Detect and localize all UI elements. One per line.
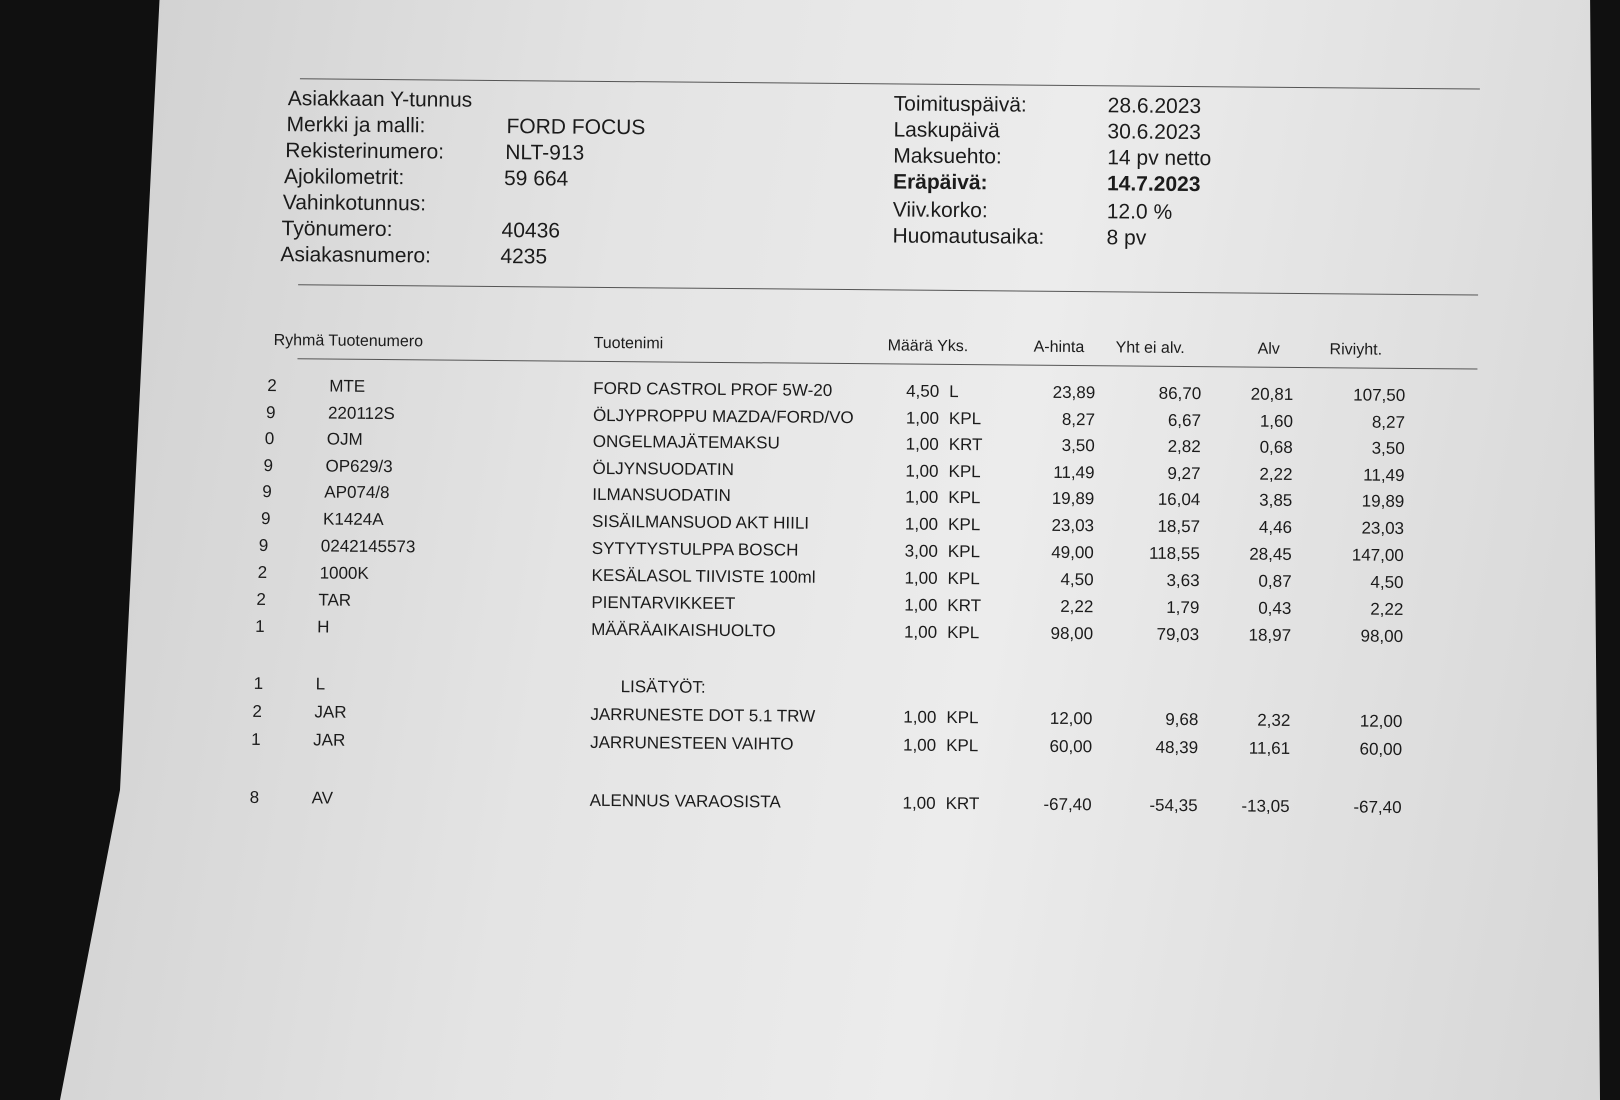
item-row-total: 12,00 <box>1294 709 1402 734</box>
item-total-ex-vat: 118,55 <box>1096 541 1200 566</box>
header-label: Työnumero: <box>281 216 392 243</box>
item-name: MÄÄRÄAIKAISHUOLTO <box>591 618 891 645</box>
item-code: OJM <box>327 428 527 454</box>
item-unit-price: 23,89 <box>1007 380 1095 405</box>
header-value: 12.0 % <box>1107 199 1173 226</box>
item-row-total <box>1295 681 1403 682</box>
item-group: 0 <box>265 427 285 451</box>
item-group: 9 <box>262 480 282 504</box>
item-unit-price: 60,00 <box>1004 734 1092 759</box>
header-label: Huomautusaika: <box>892 223 1044 250</box>
item-total-ex-vat: 3,63 <box>1095 568 1199 593</box>
item-quantity: 1,00 <box>865 566 937 591</box>
col-total-ex-vat: Yht ei alv. <box>1116 339 1185 358</box>
item-vat: 2,22 <box>1200 462 1292 487</box>
header-value: 59 664 <box>504 166 568 193</box>
item-unit: KPL <box>949 407 1009 432</box>
item-group: 1 <box>251 728 271 752</box>
item-code: AP074/8 <box>324 480 524 506</box>
item-quantity: 1,00 <box>866 485 938 510</box>
item-total-ex-vat: 79,03 <box>1095 622 1199 647</box>
column-header-rule <box>297 358 1477 369</box>
invoice-sheet <box>263 70 1490 861</box>
header-label: Eräpäivä: <box>893 169 988 196</box>
item-group: 9 <box>259 534 279 558</box>
item-quantity: 1,00 <box>865 620 937 645</box>
item-unit-price <box>1005 678 1093 679</box>
item-vat: 1,60 <box>1201 409 1293 434</box>
item-unit-price: 23,03 <box>1006 513 1094 538</box>
item-total-ex-vat: 1,79 <box>1095 595 1199 620</box>
item-unit-price: 11,49 <box>1006 460 1094 485</box>
item-name: FORD CASTROL PROF 5W-20 <box>593 377 893 404</box>
item-unit <box>947 678 1007 679</box>
item-code: 1000K <box>320 561 520 587</box>
col-row-total: Riviyht. <box>1330 341 1383 359</box>
item-code: K1424A <box>323 507 523 533</box>
item-group: 2 <box>267 374 287 398</box>
item-code: 0242145573 <box>321 534 521 560</box>
item-total-ex-vat: 9,68 <box>1094 707 1198 732</box>
item-unit: KRT <box>949 433 1009 458</box>
item-vat <box>1199 680 1291 681</box>
item-quantity: 1,00 <box>866 512 938 537</box>
item-quantity: 1,00 <box>865 593 937 618</box>
header-value: 40436 <box>501 218 560 245</box>
item-code: AV <box>312 786 512 812</box>
item-unit: KRT <box>946 792 1006 817</box>
item-code: L <box>316 672 516 698</box>
item-total-ex-vat: -54,35 <box>1094 793 1198 818</box>
item-name: JARRUNESTE DOT 5.1 TRW <box>590 703 890 730</box>
item-name: JARRUNESTEEN VAIHTO <box>590 731 890 758</box>
item-quantity: 1,00 <box>864 705 936 730</box>
item-vat: 2,32 <box>1198 708 1290 733</box>
top-rule <box>300 78 1480 89</box>
item-name: PIENTARVIKKEET <box>591 591 891 618</box>
header-value: 30.6.2023 <box>1107 119 1201 146</box>
item-row-total: 3,50 <box>1297 436 1405 461</box>
col-product-name: Tuotenimi <box>594 335 664 354</box>
item-vat: 4,46 <box>1200 515 1292 540</box>
item-unit: KPL <box>948 460 1008 485</box>
item-name: KESÄLASOL TIIVISTE 100ml <box>591 564 891 591</box>
item-code: H <box>317 615 517 641</box>
item-name: LISÄTYÖT: <box>621 675 921 702</box>
table-row <box>264 728 1484 763</box>
header-label: Rekisterinumero: <box>285 138 444 165</box>
item-row-total: 2,22 <box>1295 597 1403 622</box>
item-row-total: 98,00 <box>1295 624 1403 649</box>
item-row-total: 60,00 <box>1294 737 1402 762</box>
item-code: OP629/3 <box>325 455 525 481</box>
item-unit: KPL <box>948 513 1008 538</box>
item-unit: KPL <box>948 540 1008 565</box>
col-vat: Alv <box>1258 341 1280 359</box>
item-unit: KRT <box>947 594 1007 619</box>
item-unit: KPL <box>946 734 1006 759</box>
item-total-ex-vat: 6,67 <box>1097 408 1201 433</box>
item-vat: 3,85 <box>1200 488 1292 513</box>
item-code: MTE <box>329 375 529 401</box>
item-code: JAR <box>314 700 514 726</box>
item-vat: 0,43 <box>1199 596 1291 621</box>
col-quantity-unit: Määrä Yks. <box>888 337 969 356</box>
header-value: 4235 <box>500 244 547 270</box>
item-group: 9 <box>261 507 281 531</box>
item-quantity: 4,50 <box>867 379 939 404</box>
item-unit: KPL <box>947 621 1007 646</box>
item-quantity: 1,00 <box>867 406 939 431</box>
item-unit-price: 2,22 <box>1005 594 1093 619</box>
header-label: Merkki ja malli: <box>286 112 425 139</box>
item-unit-price: 49,00 <box>1006 540 1094 565</box>
item-unit-price: 19,89 <box>1006 486 1094 511</box>
item-row-total: 147,00 <box>1296 543 1404 568</box>
item-unit-price: 12,00 <box>1004 706 1092 731</box>
header-label: Maksuehto: <box>893 143 1002 170</box>
item-quantity: 1,00 <box>866 459 938 484</box>
item-vat: 0,87 <box>1199 569 1291 594</box>
header-label: Toimituspäivä: <box>894 91 1027 118</box>
item-unit-price: 98,00 <box>1005 621 1093 646</box>
item-name: ALENNUS VARAOSISTA <box>590 789 890 816</box>
header-value: 28.6.2023 <box>1108 93 1202 120</box>
header-label: Viiv.korko: <box>893 197 988 224</box>
item-name: ÖLJYNSUODATIN <box>592 457 892 484</box>
item-vat: 20,81 <box>1201 382 1293 407</box>
col-group-product-no: Ryhmä Tuotenumero <box>274 332 424 351</box>
item-group: 2 <box>256 588 276 612</box>
item-group: 8 <box>250 786 270 810</box>
item-vat: 18,97 <box>1199 623 1291 648</box>
item-unit: KPL <box>947 567 1007 592</box>
item-vat: 28,45 <box>1200 542 1292 567</box>
item-quantity: 3,00 <box>866 539 938 564</box>
item-unit-price: 4,50 <box>1005 567 1093 592</box>
header-bottom-rule <box>298 284 1478 295</box>
item-code: 220112S <box>328 402 528 428</box>
col-unit-price: A-hinta <box>1034 339 1085 357</box>
header-label: Asiakasnumero: <box>280 242 431 269</box>
item-group: 2 <box>258 561 278 585</box>
item-total-ex-vat: 16,04 <box>1096 487 1200 512</box>
item-quantity: 1,00 <box>864 733 936 758</box>
item-group: 9 <box>263 454 283 478</box>
item-group: 9 <box>266 401 286 425</box>
header-label: Asiakkaan Y-tunnus <box>288 86 473 114</box>
item-row-total: 11,49 <box>1296 463 1404 488</box>
header-value: 14 pv netto <box>1107 145 1211 172</box>
item-code: JAR <box>313 728 513 754</box>
item-quantity: 1,00 <box>864 791 936 816</box>
item-vat: 11,61 <box>1198 736 1290 761</box>
item-total-ex-vat: 86,70 <box>1097 381 1201 406</box>
item-unit: KPL <box>948 486 1008 511</box>
item-unit-price: -67,40 <box>1004 792 1092 817</box>
header-value: 14.7.2023 <box>1107 171 1201 198</box>
item-unit: KPL <box>946 706 1006 731</box>
header-label: Ajokilometrit: <box>284 164 404 191</box>
item-total-ex-vat: 48,39 <box>1094 735 1198 760</box>
item-row-total: 4,50 <box>1295 570 1403 595</box>
header-value: NLT-913 <box>505 140 584 167</box>
item-name: SISÄILMANSUOD AKT HIILI <box>592 510 892 537</box>
table-row <box>264 786 1484 821</box>
item-total-ex-vat: 2,82 <box>1097 434 1201 459</box>
item-code: TAR <box>318 588 518 614</box>
item-row-total: 8,27 <box>1297 410 1405 435</box>
item-total-ex-vat: 9,27 <box>1096 461 1200 486</box>
item-group: 1 <box>255 615 275 639</box>
item-total-ex-vat <box>1095 679 1199 680</box>
item-name: ILMANSUODATIN <box>592 483 892 510</box>
header-value: 8 pv <box>1106 225 1146 251</box>
item-name: ÖLJYPROPPU MAZDA/FORD/VO <box>593 404 893 431</box>
item-total-ex-vat: 18,57 <box>1096 514 1200 539</box>
header-label: Laskupäivä <box>893 117 999 144</box>
header-label: Vahinkotunnus: <box>283 190 426 217</box>
item-row-total: 23,03 <box>1296 516 1404 541</box>
item-quantity: 1,00 <box>867 432 939 457</box>
item-row-total: 19,89 <box>1296 489 1404 514</box>
item-unit-price: 3,50 <box>1007 433 1095 458</box>
item-unit: L <box>949 380 1009 405</box>
item-group: 1 <box>254 672 274 696</box>
item-row-total: -67,40 <box>1294 795 1402 820</box>
item-row-total: 107,50 <box>1297 383 1405 408</box>
header-value: FORD FOCUS <box>506 114 645 141</box>
item-vat: 0,68 <box>1201 435 1293 460</box>
item-name: ONGELMAJÄTEMAKSU <box>593 430 893 457</box>
item-name: SYTYTYSTULPPA BOSCH <box>592 537 892 564</box>
item-group: 2 <box>252 700 272 724</box>
item-unit-price: 8,27 <box>1007 407 1095 432</box>
item-vat: -13,05 <box>1198 794 1290 819</box>
